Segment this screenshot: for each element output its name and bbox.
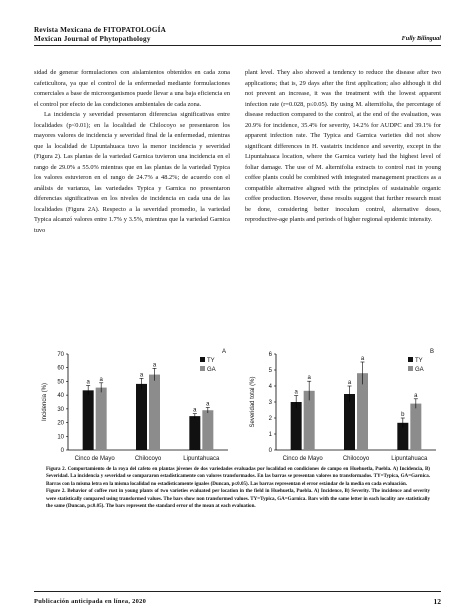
journal-title: Revista Mexicana de FITOPATOLOGÍA <box>34 26 167 34</box>
x-tick-label: Cinco de Mayo <box>74 456 115 462</box>
significance-letter: a <box>139 372 144 379</box>
legend-swatch-ty <box>200 357 205 362</box>
y-tick-label: 1 <box>268 432 272 438</box>
bar-ga <box>149 375 160 450</box>
figure-caption <box>46 466 430 510</box>
legend-swatch-ty <box>408 357 413 362</box>
caption-spanish: Figura 2. Comportamiento de la roya del cafeto en plantas jóvenes de dos variedades evaluadas por localidad en condiciones de campo en Huehuetla, Puebla. A) Incidencia, B) Severidad. La incidencia y severidad se compararon estadísticamente con valores transformados. En las barras se presentan valores no transformados. TY=Typica, GA=Garnica. Barras con la misma letra en la misma localidad no estadísticamente iguales (Duncan, p≤0.05). Las barras representan el error estándar de la media en cada evaluación. <box>46 466 430 487</box>
significance-letter: a <box>99 376 103 383</box>
significance-letter: a <box>307 375 311 382</box>
legend-label-ty: TY <box>415 358 423 364</box>
panel-label: B <box>429 349 434 355</box>
significance-letter: a <box>206 401 210 408</box>
y-tick-label: 6 <box>268 352 272 358</box>
x-tick-label: Lipuntahuaca <box>391 456 428 462</box>
significance-letter: a <box>294 389 298 396</box>
significance-letter: a <box>152 362 157 369</box>
chart-a <box>38 346 234 464</box>
y-tick-label: 70 <box>57 352 64 358</box>
x-tick-label: Chilocoyo <box>342 456 370 462</box>
bar-ty <box>344 394 355 450</box>
significance-letter: b <box>401 412 405 418</box>
journal-subtitle: Mexican Journal of Phytopathology <box>34 35 151 43</box>
y-tick-label: 3 <box>268 400 272 406</box>
x-tick-label: Cinco de Mayo <box>282 456 323 462</box>
chart-b <box>246 346 442 464</box>
left-column <box>34 68 230 236</box>
figure-panel-a <box>38 346 234 464</box>
legend-label-ty: TY <box>207 358 215 364</box>
significance-letter: a <box>360 356 365 362</box>
bar-ga <box>357 373 368 450</box>
y-tick-label: 4 <box>268 384 272 390</box>
bar-ty <box>136 384 147 450</box>
bar-ga <box>410 404 421 450</box>
y-tick-label: 40 <box>57 393 64 400</box>
bar-ty <box>83 390 94 450</box>
y-tick-label: 30 <box>57 406 64 413</box>
panel-label: A <box>221 349 226 355</box>
significance-letter: a <box>86 379 90 386</box>
y-tick-label: 50 <box>57 379 64 386</box>
header-rule <box>34 45 441 46</box>
journal-header <box>34 26 166 44</box>
figure-panel-b <box>246 346 442 464</box>
left-paragraph: La incidencia y severidad presentaron diferencias significativas entre localidades (p<0.01); en la localidad de Chilocoyo se presentaron los mayores valores de incidencia y severidad final de la enfermedad, mientras que la localidad de Lipuntahuaca tuvo la menor incidencia y severidad (Figura 2). Las plantas de la variedad Garnica tuvieron una incidencia en el rango de 29.0% a 55.0% mientras que en las plantas de la variedad Typica los valores estuvieron en el rango de 24.7% a 48.2%; de acuerdo con el análisis de varianza, las variedades Typica y Garnica no presentaron diferencias significativas en los niveles de incidencia en cada una de las localidades (Figura 2A). Respecto a la severidad promedio, la variedad Typica alcanzó valores entre 1.7% y 3.5%, mientras que la variedad Garnica tuvo <box>34 111 230 234</box>
right-paragraph: plant level. They also showed a tendency to reduce the disease after two applications; that is, 29 days after the first application; also although it did not prevent an increase, it was the treatment with the lowest apparent infection rate (r=0.028, p≤0.05). By using M. alternifolia, the percentage of disease reduction compared to the control, at the end of the evaluation, was 20.9% for incidence, 35.4% for severity, 14.2% for AUDPC and 39.1% for apparent infection rate. The Typica and Garnica varieties did not show significant differences in H. vastatrix incidence and severity, except in the Lipuntahuaca location, where the Garnica variety had the highest level of foliar damage. The use of M. alternifolia extracts to control rust in young coffee plants could be combined with integrated management practices as a compatible alternative aligned with the principles of sustainable organic coffee production. However, these results suggest that further research must be done, considering better inoculum control, alternative doses, reproductive-age plants and periods of higher regional epidemic intensity. <box>245 69 441 223</box>
y-tick-label: 2 <box>268 416 272 422</box>
y-tick-label: 10 <box>57 434 64 441</box>
bar-ga <box>202 410 213 450</box>
significance-letter: a <box>414 392 418 399</box>
y-axis-label: Incidencia (%) <box>42 382 48 422</box>
bar-ty <box>189 416 200 450</box>
x-tick-label: Chilocoyo <box>134 456 162 462</box>
y-tick-label: 0 <box>268 448 272 454</box>
legend-swatch-ga <box>408 366 413 371</box>
caption-english: Figure 2. Behavior of coffee rust in young plants of two varieties evaluated per location in the field in Huehuetla, Puebla. A) Incidence, B) Severity. The incidence and severity were statistically compared using transformed values. The bars show non transformed values. TY=Typica, GA=Garnica. Bars with the same letter in each locality are statistically the same (Duncan, p≤0.05). The bars represent the standard error of the mean at each evaluation. <box>46 488 430 510</box>
left-paragraph: sidad de generar formulaciones con aislamientos obtenidos en cada zona cafeticultora, ya que el control de la enfermedad mediante formulaciones comerciales a base de microorganismos puede llevar a una baja eficiencia en el control por efecto de las condiciones ambientales de cada zona. <box>34 69 230 108</box>
significance-letter: a <box>347 380 352 386</box>
y-tick-label: 5 <box>268 368 272 374</box>
y-tick-label: 0 <box>60 448 64 454</box>
x-tick-label: Lipuntahuaca <box>183 456 220 462</box>
footer-rule <box>34 591 441 592</box>
right-column <box>245 68 441 226</box>
significance-letter: a <box>193 407 197 414</box>
y-axis-label: Severidad total (%) <box>250 376 256 428</box>
footer-text: Publicación anticipada en línea, 2020 <box>34 598 147 605</box>
legend-label-ga: GA <box>207 367 216 373</box>
section-label: Fully Bilingual <box>401 35 441 42</box>
bar-ga <box>96 388 107 450</box>
page-number: 12 <box>433 597 441 606</box>
legend-swatch-ga <box>200 366 205 371</box>
y-tick-label: 20 <box>57 420 64 427</box>
legend-label-ga: GA <box>415 367 424 373</box>
y-tick-label: 60 <box>57 365 64 372</box>
bar-ty <box>291 402 302 450</box>
